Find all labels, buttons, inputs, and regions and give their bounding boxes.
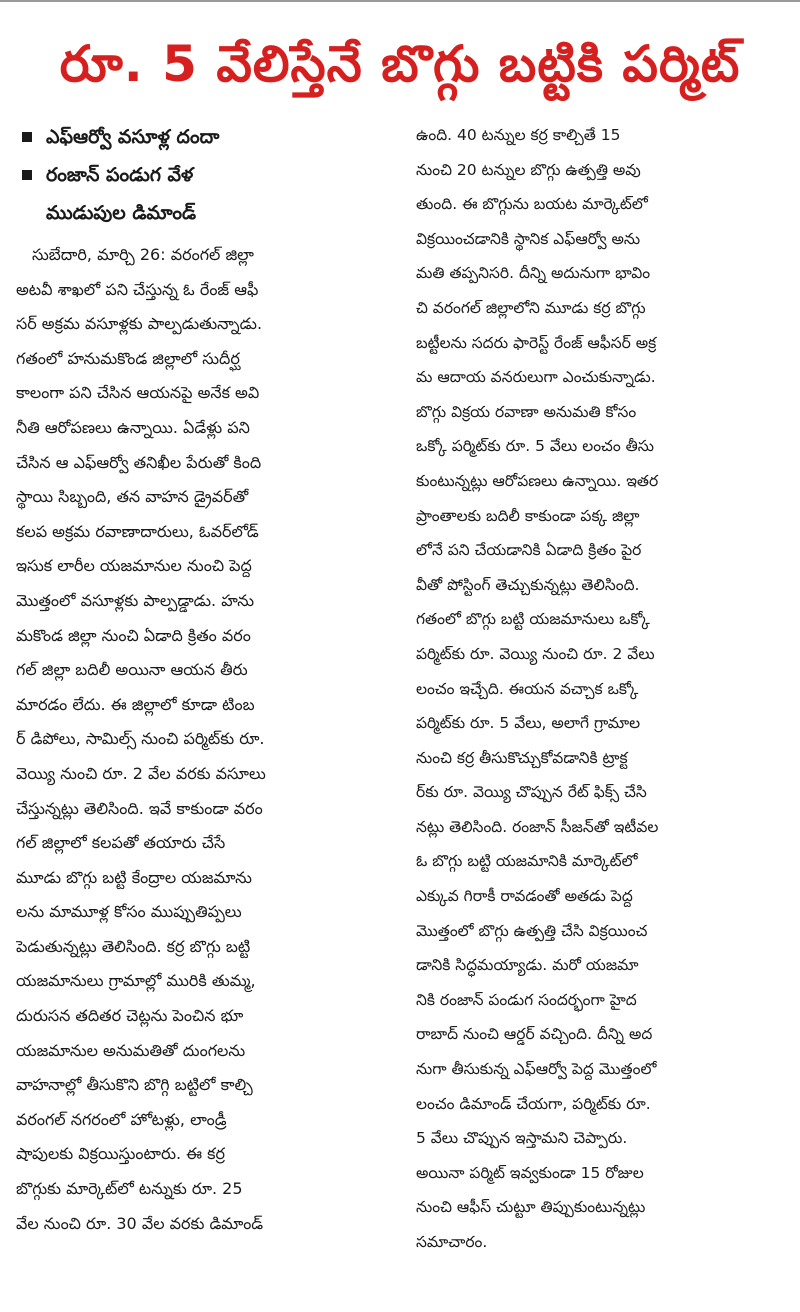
article-line: సర్ అక్రమ వసూళ్లకు పాల్పడుతున్నాడు. — [16, 314, 263, 334]
highlight-text: ఎఫ్‌ఆర్వో వసూళ్ల దందా — [46, 126, 220, 148]
article-line: ఉంది. 40 టన్నుల కర్ర కాల్చితే 15 — [416, 126, 621, 144]
article-line: మారడం లేదు. ఈ జిల్లాలో కూడా టింబ — [16, 694, 255, 714]
article-line: బట్టీలను సదరు ఫారెస్ట్ రేంజ్ ఆఫీసర్ అక్ర — [416, 333, 657, 352]
article-line: యజమానుల అనుమతితో దుంగలను — [16, 1040, 246, 1060]
article-line: కాలంగా పని చేసిన ఆయనపై అనేక అవి — [16, 383, 260, 403]
article-line: గల్ జిల్లాలో కలపతో తయారు చేసే — [16, 833, 226, 853]
article-line: మొత్తంలో వసూళ్లకు పాల్పడ్డాడు. హను — [16, 590, 255, 610]
article-line: మ ఆదాయ వనరులుగా ఎంచుకున్నాడు. — [416, 368, 656, 387]
highlight-text: రంజాన్ పండుగ వేళ — [46, 164, 194, 186]
article-line: పెడుతున్నట్లు తెలిసింది. కర్ర బొగ్గు బట్టి — [16, 936, 251, 956]
top-rule — [0, 0, 800, 2]
article-body-right — [416, 118, 780, 1260]
article-line: సమాచారం. — [416, 1233, 488, 1251]
article-line: అటవీ శాఖలో పని చేస్తున్న ఓ రేంజ్ ఆఫీ — [16, 279, 259, 299]
article-line: గతంలో హనుమకొండ జిల్లాలో సుదీర్ఘ — [16, 348, 240, 368]
article-line: లోనే పని చేయడానికి ఏడాది క్రితం పైర — [416, 541, 642, 560]
article-line: సుబేదారి, మార్చి 26: వరంగల్ జిల్లా — [32, 245, 254, 264]
article-line: చి వరంగల్ జిల్లాలోని మూడు కర్ర బొగ్గు — [416, 298, 646, 317]
article-line: చేస్తున్నట్లు తెలిసింది. ఇవే కాకుండా వరం — [16, 798, 263, 818]
article-line: కలప అక్రమ రవాణాదారులు, ఓవర్‌లోడ్ — [16, 521, 259, 541]
article-line: అయినా పర్మిట్ ఇవ్వకుండా 15 రోజుల — [416, 1163, 644, 1182]
article-line: 5 వేలు చొప్పున ఇస్తామని చెప్పారు. — [416, 1129, 628, 1148]
article-line: కుంటున్నట్లు ఆరోపణలు ఉన్నాయి. ఇతర — [416, 471, 659, 490]
article-line: నీతి ఆరోపణలు ఉన్నాయి. ఏడేళ్లు పని — [16, 417, 250, 437]
article-line: షాపులకు విక్రయిస్తుంటారు. ఈ కర్ర — [16, 1144, 225, 1164]
article-line: బొగ్గు విక్రయ రవాణా అనుమతి కోసం — [416, 402, 637, 421]
highlight-continuation: ముడుపుల డిమాండ్ — [46, 202, 197, 224]
article-line: ఇసుక లారీల యజమానుల నుంచి పెద్ద — [16, 556, 252, 576]
highlight-list — [16, 118, 400, 232]
article-line: రాబాద్ నుంచి ఆర్డర్ వచ్చింది. దీన్ని అద — [416, 1025, 653, 1044]
highlight-item — [16, 118, 400, 156]
article-line: తుంది. ఈ బొగ్గును బయట మార్కెట్‌లో — [416, 195, 648, 214]
article-line: ఒక్కో పర్మిట్‌కు రూ. 5 వేలు లంచం తీసు — [416, 437, 654, 456]
article-line: నట్లు తెలిసింది. రంజాన్ సీజన్‌తో ఇటీవల — [416, 817, 659, 836]
right-column — [416, 118, 780, 1260]
article-line: మకొండ జిల్లా నుంచి ఏడాది క్రితం వరం — [16, 625, 251, 645]
article-line: డానికి సిద్ధమయ్యాడు. మరో యజమా — [416, 956, 639, 975]
article-line: వీతో పోస్టింగ్ తెచ్చుకున్నట్లు తెలిసింది. — [416, 575, 640, 594]
article-line: ఎక్కువ గిరాకీ రావడంతో అతడు పెద్ద — [416, 887, 633, 906]
article-body-left — [16, 238, 400, 1241]
article-line: ఓ బొగ్గు బట్టి యజమానికి మార్కెట్‌లో — [416, 852, 638, 871]
article-line: గతంలో బొగ్గు బట్టి యజమానులు ఒక్కో — [416, 610, 650, 629]
article-line: వరంగల్ నగరంలో హోటళ్లు, లాండ్రీ — [16, 1109, 227, 1129]
article-line: యజమానులు గ్రామాల్లో మురికి తుమ్మ, — [16, 971, 256, 991]
article-line: బొగ్గుకు మార్కెట్‌లో టన్నుకు రూ. 25 — [16, 1179, 243, 1199]
headline: రూ. 5 వేలిస్తేనే బొగ్గు బట్టికి పర్మిట్ — [59, 35, 741, 93]
square-bullet-icon — [22, 170, 32, 180]
article-line: లంచం డిమాండ్ చేయగా, పర్మిట్‌కు రూ. — [416, 1094, 651, 1113]
article-line: నుంచి కర్ర తీసుకొచ్చుకోవడానికి ట్రాక్ట — [416, 748, 628, 767]
highlight-item — [16, 156, 400, 194]
article-line: నుగా తీసుకున్న ఎఫ్‌ఆర్వో పెద్ద మొత్తంలో — [416, 1060, 657, 1079]
article-line: మొత్తంలో బొగ్గు ఉత్పత్తి చేసి విక్రయించ — [416, 921, 648, 940]
article-line: గల్ జిల్లా బదిలీ అయినా ఆయన తీరు — [16, 660, 248, 680]
article-line: నుంచి ఆఫీస్ చుట్టూ తిప్పుకుంటున్నట్లు — [416, 1198, 646, 1217]
article-line: ర్ డిపోలు, సామిల్స్ నుంచి పర్మిట్‌కు రూ. — [16, 729, 265, 749]
article-line: స్థాయి సిబ్బంది, తన వాహన డ్రైవర్‌తో — [16, 487, 249, 507]
article-line: వాహనాల్లో తీసుకొని బొగ్గి బట్టిలో కాల్చి — [16, 1075, 253, 1095]
article-line: పర్మిట్‌కు రూ. వెయ్యి నుంచి రూ. 2 వేలు — [416, 644, 655, 663]
article-line: చేసిన ఆ ఎఫ్‌ఆర్వో తనిఖీల పేరుతో కింది — [16, 452, 262, 472]
square-bullet-icon — [22, 132, 32, 142]
article-line: వెయ్యి నుంచి రూ. 2 వేల వరకు వసూలు — [16, 763, 266, 783]
article-line: మతి తప్పనిసరి. దీన్ని అదునుగా భావిం — [416, 264, 651, 283]
article-line: నుంచి 20 టన్నుల బొగ్గు ఉత్పత్తి అవు — [416, 160, 641, 179]
article-line: ప్రాంతాలకు బదిలీ కాకుండా పక్క జిల్లా — [416, 506, 640, 525]
article-line: వేల నుంచి రూ. 30 వేల వరకు డిమాండ్ — [16, 1213, 264, 1233]
article-line: నికి రంజాన్ పండుగ సందర్భంగా హైద — [416, 990, 637, 1009]
article-line: ర్‌కు రూ. వెయ్యి చొప్పున రేట్ ఫిక్స్ చేసి — [416, 783, 647, 802]
article-line: లంచం ఇచ్చేది. ఈయన వచ్చాక ఒక్కో — [416, 679, 639, 698]
article-line: విక్రయించడానికి స్థానిక ఎఫ్‌ఆర్వో అను — [416, 229, 641, 248]
article-line: పర్మిట్‌కు రూ. 5 వేలు, అలాగే గ్రామాల — [416, 714, 641, 733]
article-line: మూడు బొగ్గు బట్టి కేంద్రాల యజమాను — [16, 867, 252, 887]
article-line: దురుసన తదితర చెట్లను పెంచిన భూ — [16, 1006, 244, 1026]
left-column — [16, 118, 400, 1241]
article-line: లను మామూళ్ల కోసం ముప్పుతిప్పలు — [16, 902, 242, 922]
